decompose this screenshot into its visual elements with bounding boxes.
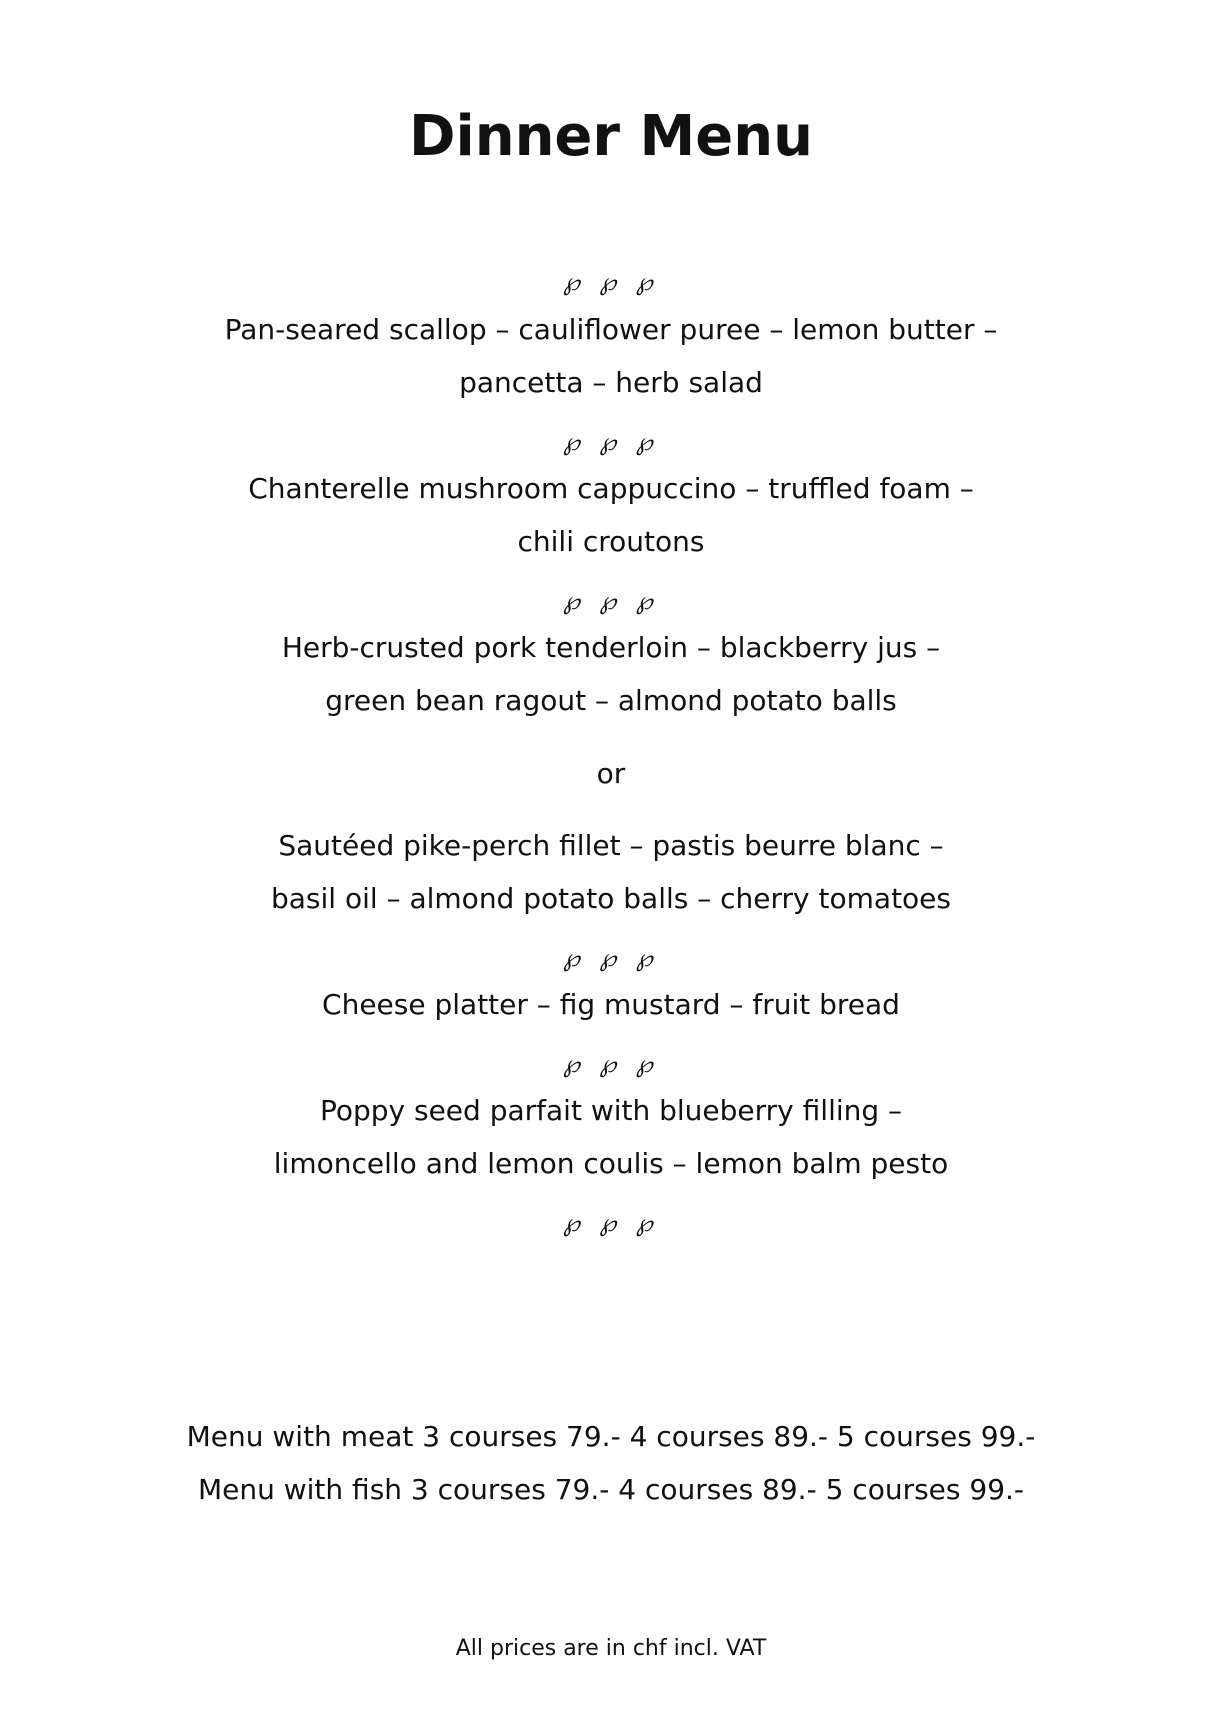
ornament-divider: ℘ ℘ ℘ [563,1050,659,1078]
ornament-divider: ℘ ℘ ℘ [563,587,659,615]
cheese-line: Cheese platter – fig mustard – fruit bread [322,988,900,1021]
starter-line-1: Pan-seared scallop – cauliflower puree – lemon butter – [224,313,998,346]
main-fish-line-1: Sautéed pike-perch fillet – pastis beurre blanc – [278,829,944,862]
ornament-divider: ℘ ℘ ℘ [563,1209,659,1237]
dessert-line-1: Poppy seed parfait with blueberry filling – [319,1094,903,1127]
dessert-line-2: limoncello and lemon coulis – lemon balm pesto [273,1147,949,1180]
main-meat-line-1: Herb-crusted pork tenderloin – blackberry jus – [281,631,941,664]
footer-note: All prices are in chf incl. VAT [455,1636,767,1661]
or-separator: or [596,757,626,790]
price-meat: Menu with meat 3 courses 79.- 4 courses 89.- 5 courses 99.- [186,1420,1036,1453]
soup-line-1: Chanterelle mushroom cappuccino – truffled foam – [248,472,974,505]
ornament-divider: ℘ ℘ ℘ [563,944,659,972]
ornament-divider: ℘ ℘ ℘ [563,428,659,456]
soup-line-2: chili croutons [517,525,705,558]
main-fish-line-2: basil oil – almond potato balls – cherry tomatoes [271,882,951,915]
main-meat-line-2: green bean ragout – almond potato balls [325,684,897,717]
price-fish: Menu with fish 3 courses 79.- 4 courses 89.- 5 courses 99.- [197,1473,1025,1506]
starter-line-2: pancetta – herb salad [459,366,763,399]
menu-title: Dinner Menu [409,104,813,169]
ornament-divider: ℘ ℘ ℘ [563,268,659,296]
